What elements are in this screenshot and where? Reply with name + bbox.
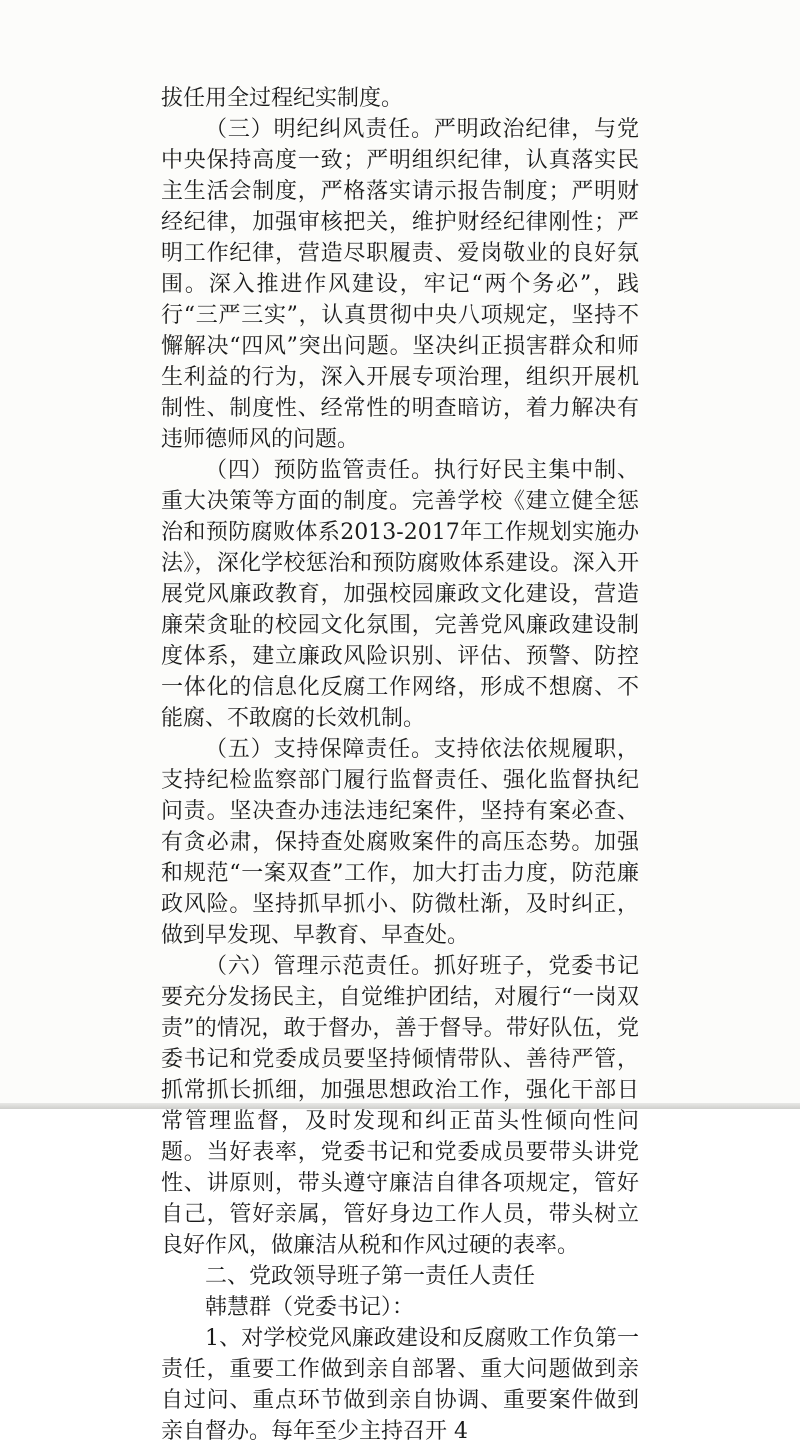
paragraph-continuation: 拔任用全过程纪实制度。 [161,86,404,111]
section-heading: 二、党政领导班子第一责任人责任 [205,1264,536,1289]
paragraph-item-1: 1、对学校党风廉政建设和反腐败工作负第一责任，重要工作做到亲自部署、重大问题做到亲自过问、重点环节做到亲自协调、重要案件做到亲自督办。每年至少主持召开 4 [161,1326,639,1444]
document-body [161,83,639,1447]
paragraph-support-responsibility: （五）支持保障责任。支持依法依规履职，支持纪检监察部门履行监督责任、强化监督执纪问责。坚决查办违法违纪案件，坚持有案必查、有贪必肃，保持查处腐败案件的高压态势。加强和规范“一案双查”工作，加大打击力度，防范廉政风险。坚持抓早抓小、防微杜渐，及时纠正，做到早发现、早教育、早查处。 [161,737,639,948]
paragraph-discipline-responsibility: （三）明纪纠风责任。严明政治纪律，与党中央保持高度一致；严明组织纪律，认真落实民主生活会制度，严格落实请示报告制度；严明财经纪律，加强审核把关，维护财经纪律刚性；严明工作纪律，营造尽职履责、爱岗敬业的良好氛围。深入推进作风建设，牢记“两个务必”，践行“三严三实”，认真贯彻中央八项规定，坚持不懈解决“四风”突出问题。坚决纠正损害群众和师生利益的行为，深入开展专项治理，组织开展机制性、制度性、经常性的明查暗访，着力解决有违师德师风的问题。 [161,117,639,452]
paragraph-prevention-responsibility: （四）预防监管责任。执行好民主集中制、重大决策等方面的制度。完善学校《建立健全惩治和预防腐败体系2013-2017年工作规划实施办法》，深化学校惩治和预防腐败体系建设。深入开展党风廉政教育，加强校园廉政文化建设，营造廉荣贪耻的校园文化氛围，完善党风廉政建设制度体系，建立廉政风险识别、评估、预警、防控一体化的信息化反腐工作网络，形成不想腐、不能腐、不敢腐的长效机制。 [161,458,639,731]
scan-edge [0,1103,800,1109]
person-heading: 韩慧群（党委书记）： [205,1295,415,1320]
paragraph-management-responsibility: （六）管理示范责任。抓好班子，党委书记要充分发扬民主，自觉维护团结，对履行“一岗双责”的情况，敢于督办，善于督导。带好队伍，党委书记和党委成员要坚持倾情带队、善待严管，抓常抓长抓细，加强思想政治工作，强化干部日常管理监督，及时发现和纠正苗头性倾向性问题。当好表率，党委书记和党委成员要带头讲党性、讲原则，带头遵守廉洁自律各项规定，管好自己，管好亲属，管好身边工作人员，带头树立良好作风，做廉洁从税和作风过硬的表率。 [161,954,639,1258]
